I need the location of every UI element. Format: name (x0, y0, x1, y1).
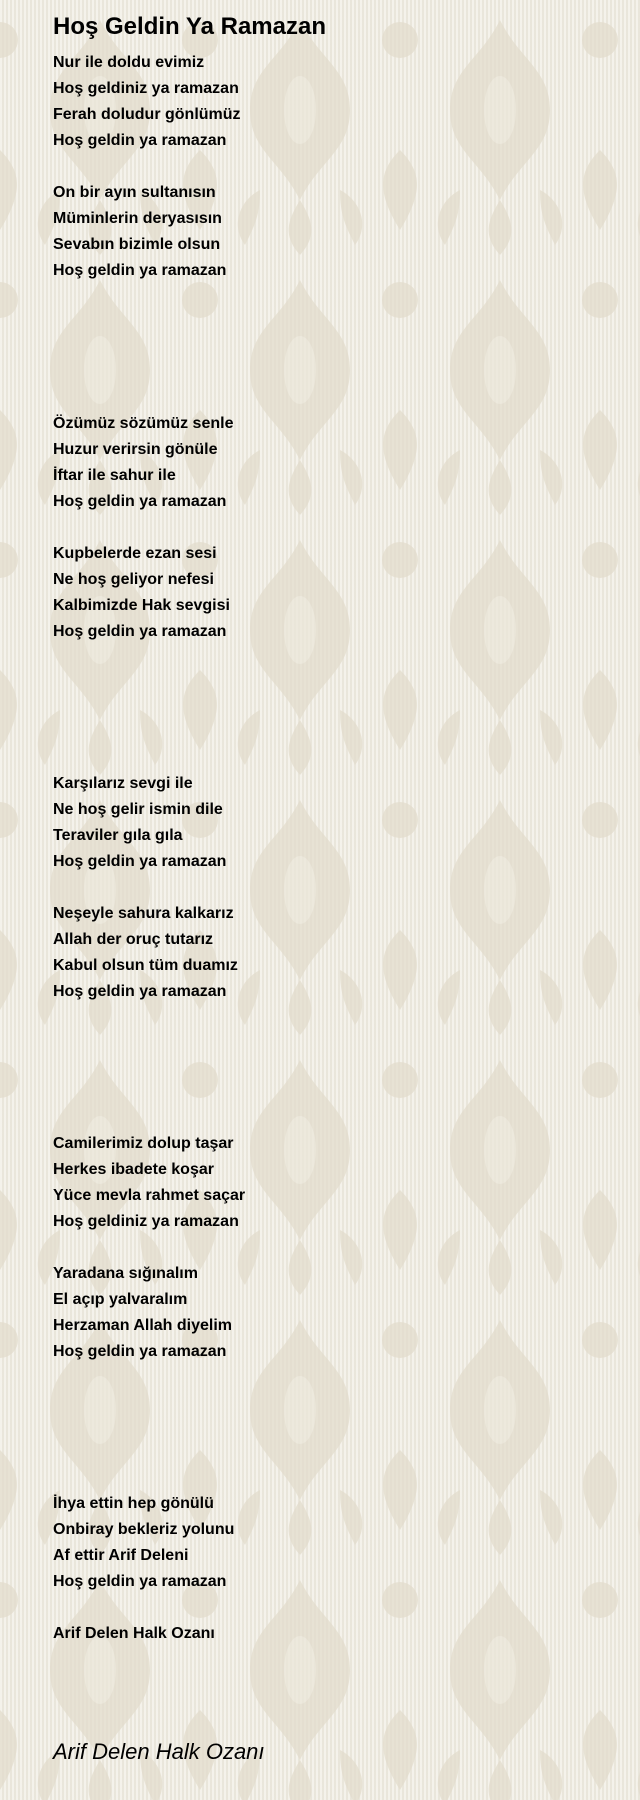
stanza-3 (53, 411, 233, 515)
stanza-4 (53, 541, 230, 645)
poem-line: Hoş geldin ya ramazan (53, 1573, 227, 1590)
poem-line: İftar ile sahur ile (53, 467, 176, 484)
poem-line: İhya ettin hep gönülü (53, 1495, 214, 1512)
poem-line: Sevabın bizimle olsun (53, 236, 221, 253)
poem-line: Hoş geldin ya ramazan (53, 132, 227, 149)
stanza-8 (53, 1261, 232, 1365)
poem-line: Huzur verirsin gönüle (53, 441, 218, 458)
poem-line: Allah der oruç tutarız (53, 931, 214, 948)
poem-line: Hoş geldiniz ya ramazan (53, 1213, 239, 1230)
poem-line: Herkes ibadete koşar (53, 1161, 214, 1178)
poem-line: Kabul olsun tüm duamız (53, 957, 238, 974)
poem-line: Kalbimizde Hak sevgisi (53, 597, 230, 614)
poem-line: Camilerimiz dolup taşar (53, 1135, 234, 1152)
poem-line: Müminlerin deryasısın (53, 210, 222, 227)
author-signature: Arif Delen Halk Ozanı (53, 1739, 265, 1764)
poem-line: Neşeyle sahura kalkarız (53, 905, 234, 922)
poem-line: Ferah doludur gönlümüz (53, 106, 241, 123)
stanza-5 (53, 771, 226, 875)
poem-line: Hoş geldin ya ramazan (53, 1343, 227, 1360)
stanza-2 (53, 180, 226, 284)
poem-line: Yüce mevla rahmet saçar (53, 1187, 246, 1204)
poem-line: Ne hoş geliyor nefesi (53, 571, 214, 588)
poem-line: Hoş geldin ya ramazan (53, 983, 227, 1000)
poem-line: Nur ile doldu evimiz (53, 54, 205, 71)
poem-line: Hoş geldin ya ramazan (53, 493, 227, 510)
poem-line: Hoş geldin ya ramazan (53, 623, 227, 640)
poem-line: Af ettir Arif Deleni (53, 1547, 189, 1564)
poem-title: Hoş Geldin Ya Ramazan (53, 13, 326, 40)
stanza-1 (53, 50, 241, 154)
poem-line: Hoş geldin ya ramazan (53, 853, 227, 870)
poem-line: Karşılarız sevgi ile (53, 775, 193, 792)
poem-author: Arif Delen Halk Ozanı (53, 1625, 215, 1642)
poem-line: Hoş geldin ya ramazan (53, 262, 227, 279)
stanza-9 (53, 1491, 234, 1595)
poem-line: Herzaman Allah diyelim (53, 1317, 233, 1334)
stanza-6 (53, 901, 238, 1005)
poem-line: On bir ayın sultanısın (53, 184, 216, 201)
poem-author-line (53, 1621, 215, 1647)
poem-line: El açıp yalvaralım (53, 1291, 188, 1308)
poem-line: Yaradana sığınalım (53, 1265, 198, 1282)
poem-line: Teraviler gıla gıla (53, 827, 183, 844)
stanza-7 (53, 1131, 245, 1235)
poem-line: Onbiray bekleriz yolunu (53, 1521, 235, 1538)
poem-line: Kupbelerde ezan sesi (53, 545, 217, 562)
poem-line: Özümüz sözümüz senle (53, 415, 234, 432)
poem-line: Hoş geldiniz ya ramazan (53, 80, 239, 97)
poem-line: Ne hoş gelir ismin dile (53, 801, 223, 818)
